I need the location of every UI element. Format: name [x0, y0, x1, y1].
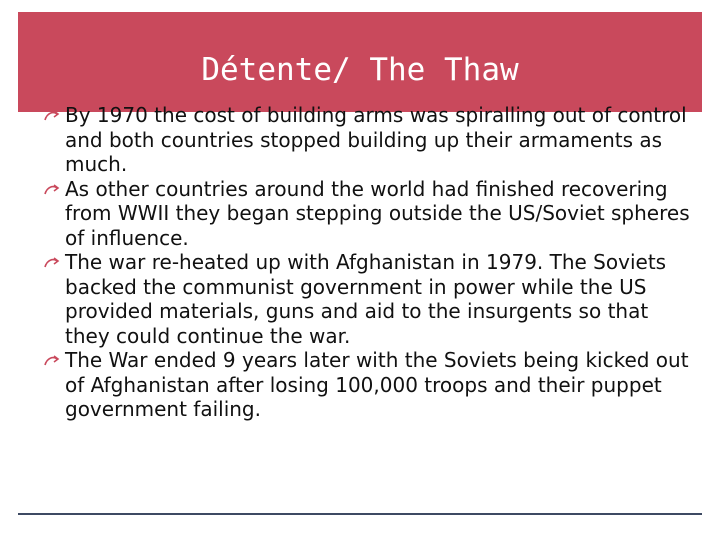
title-bar: [18, 12, 702, 112]
bullet-item: [42, 250, 697, 348]
footer-divider: [18, 513, 702, 515]
slide-title: Détente/ The Thaw: [201, 52, 519, 88]
curved-arrow-bullet-icon: [44, 183, 61, 197]
bullet-item: [42, 103, 697, 177]
bullet-text: The War ended 9 years later with the Soviets being kicked out of Afghanistan after losing 100,000 troops and their puppet government failing.: [65, 348, 689, 421]
bullet-text: As other countries around the world had finished recovering from WWII they began stepping outside the US/Soviet spheres of influence.: [65, 176, 690, 250]
bullet-item: [42, 177, 697, 251]
curved-arrow-bullet-icon: [44, 354, 61, 368]
bullet-text: By 1970 the cost of building arms was spiralling out of control and both countries stopped building up their armaments as much.: [65, 103, 687, 176]
bullet-text: The war re-heated up with Afghanistan in 1979. The Soviets backed the communist government in power while the US provided materials, guns and aid to the insurgents so that they could continue the war.: [65, 250, 667, 348]
bullet-item: [42, 348, 697, 422]
curved-arrow-bullet-icon: [44, 109, 61, 123]
curved-arrow-bullet-icon: [44, 256, 61, 270]
bullet-list: [42, 103, 697, 422]
